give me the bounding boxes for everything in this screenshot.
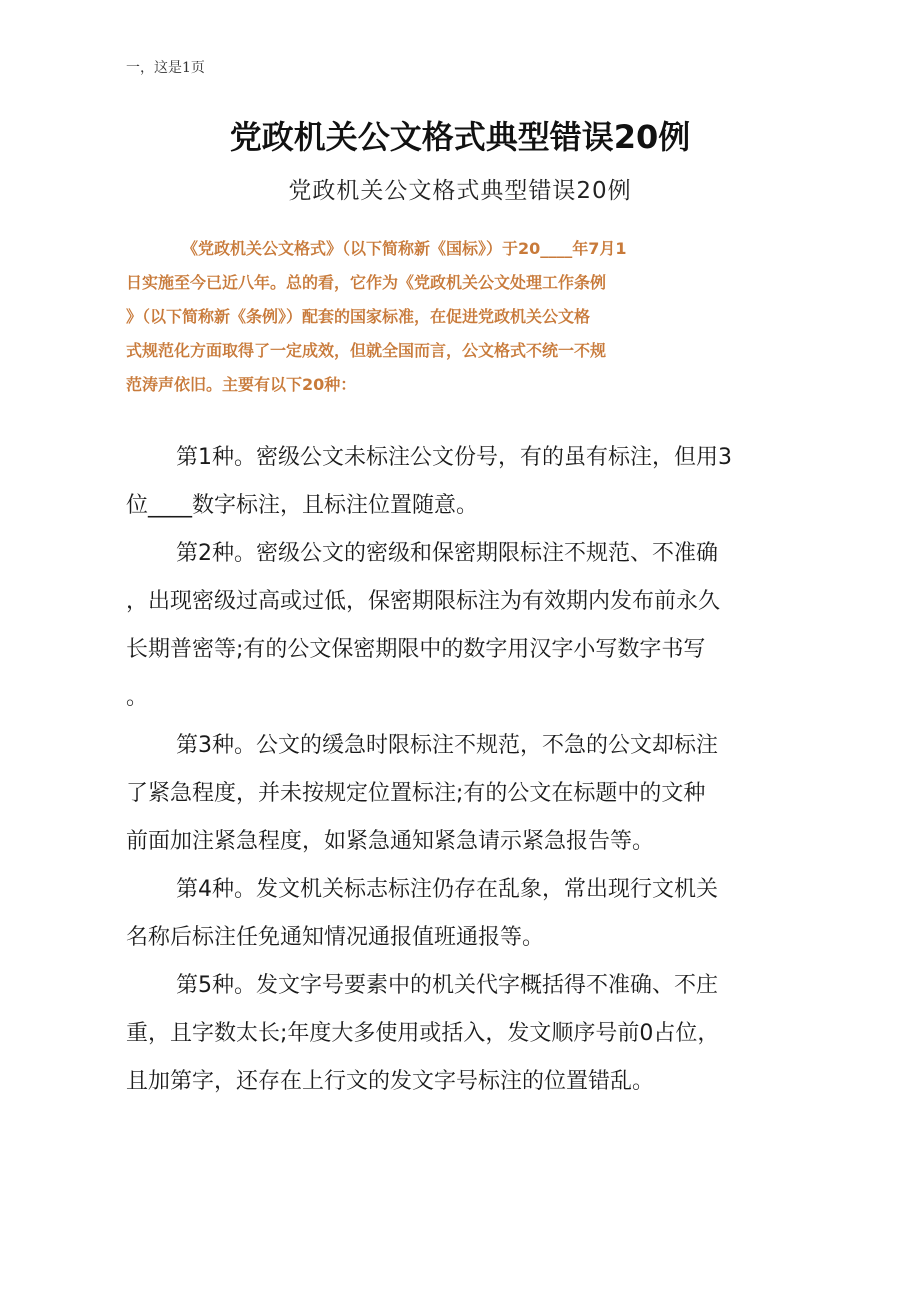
page-header: 一，这是1页 (126, 60, 205, 76)
document-subtitle: 党政机关公文格式典型错误20例 (288, 178, 632, 204)
item-line: 位____数字标注，且标注位置随意。 (126, 493, 479, 518)
error-item-5 (126, 962, 786, 1106)
item-line: 。 (126, 685, 149, 710)
intro-paragraph (126, 232, 782, 402)
item-line: 长期普密等;有的公文保密期限中的数字用汉字小写数字书写 (126, 637, 706, 662)
error-item-3 (126, 722, 786, 866)
document-title: 党政机关公文格式典型错误20例 (229, 118, 691, 156)
item-line: 名称后标注任免通知情况通报值班通报等。 (126, 925, 545, 950)
error-item-1 (126, 434, 786, 530)
item-line: 第4种。发文机关标志标注仍存在乱象，常出现行文机关 (176, 877, 718, 902)
intro-line: 《党政机关公文格式》（以下简称新《国标》）于20____年7月1 (182, 239, 627, 258)
item-line: ，出现密级过高或过低，保密期限标注为有效期内发布前永久 (126, 589, 721, 614)
item-line: 第2种。密级公文的密级和保密期限标注不规范、不准确 (176, 541, 718, 566)
intro-line: 式规范化方面取得了一定成效，但就全国而言，公文格式不统一不规 (126, 341, 607, 360)
item-line: 且加第字，还存在上行文的发文字号标注的位置错乱。 (126, 1069, 655, 1094)
item-line: 第1种。密级公文未标注公文份号，有的虽有标注，但用3 (176, 445, 732, 470)
intro-line: 范涛声依旧。主要有以下20种： (126, 375, 357, 394)
intro-line: 日实施至今已近八年。总的看，它作为《党政机关公文处理工作条例 (126, 273, 607, 292)
item-line: 了紧急程度，并未按规定位置标注;有的公文在标题中的文种 (126, 781, 706, 806)
item-line: 前面加注紧急程度，如紧急通知紧急请示紧急报告等。 (126, 829, 655, 854)
intro-line: 》（以下简称新《条例》）配套的国家标准，在促进党政机关公文格 (126, 307, 591, 326)
error-item-4 (126, 866, 786, 962)
error-item-2 (126, 530, 786, 722)
item-line: 第5种。发文字号要素中的机关代字概括得不准确、不庄 (176, 973, 718, 998)
item-line: 重，且字数太长;年度大多使用或括入，发文顺序号前0占位， (126, 1021, 720, 1046)
item-line: 第3种。公文的缓急时限标注不规范，不急的公文却标注 (176, 733, 718, 758)
